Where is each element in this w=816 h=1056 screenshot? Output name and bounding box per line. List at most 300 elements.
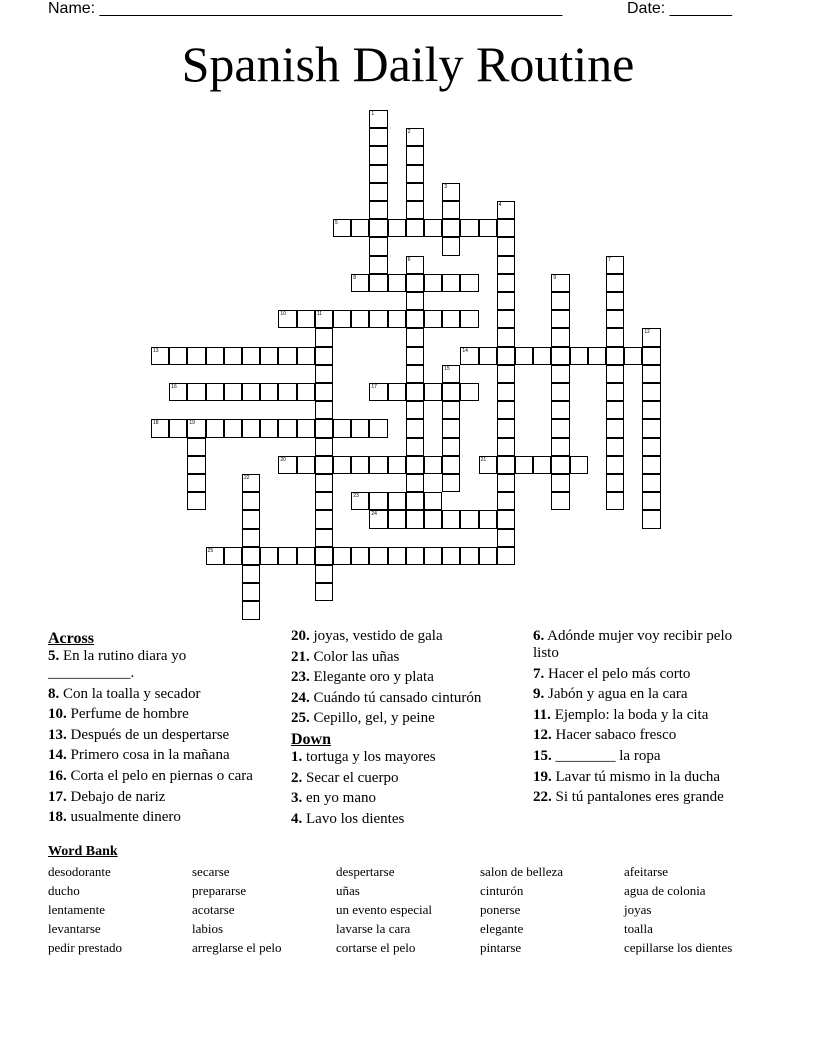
- clue-item: [533, 628, 748, 662]
- grid-cell[interactable]: [406, 292, 424, 310]
- grid-cell[interactable]: [642, 438, 660, 456]
- grid-cell[interactable]: [642, 328, 660, 346]
- grid-cell[interactable]: [406, 547, 424, 565]
- grid-cell[interactable]: [406, 201, 424, 219]
- grid-cell[interactable]: [497, 347, 515, 365]
- down-clue-list: [291, 749, 516, 828]
- clue-number-label: 6.: [533, 628, 545, 644]
- word-bank-item: arreglarse el pelo: [192, 940, 282, 955]
- grid-cell[interactable]: [406, 438, 424, 456]
- grid-cell[interactable]: [187, 492, 205, 510]
- grid-cell[interactable]: [406, 365, 424, 383]
- grid-cell[interactable]: [424, 219, 442, 237]
- clue-text: Ejemplo: la boda y la cita: [550, 706, 709, 723]
- grid-cell[interactable]: [606, 328, 624, 346]
- grid-cell[interactable]: [242, 510, 260, 528]
- grid-cell[interactable]: [278, 383, 296, 401]
- clue-number-label: 1.: [291, 748, 303, 765]
- grid-cell[interactable]: [442, 237, 460, 255]
- clue-item: [291, 790, 516, 807]
- grid-cell[interactable]: [551, 474, 569, 492]
- grid-cell[interactable]: [388, 383, 406, 401]
- grid-cell[interactable]: [551, 365, 569, 383]
- grid-cell[interactable]: [242, 419, 260, 437]
- grid-cell[interactable]: [606, 383, 624, 401]
- grid-cell[interactable]: [642, 383, 660, 401]
- grid-cell[interactable]: [351, 492, 369, 510]
- grid-cell[interactable]: [351, 419, 369, 437]
- clue-item: [48, 686, 273, 703]
- word-bank-item: un evento especial: [336, 902, 433, 917]
- grid-cell[interactable]: [369, 110, 387, 128]
- clue-number: 3: [444, 183, 447, 190]
- grid-cell[interactable]: [442, 274, 460, 292]
- grid-cell[interactable]: [333, 547, 351, 565]
- grid-cell[interactable]: [388, 219, 406, 237]
- clue-item: [533, 727, 748, 744]
- grid-cell[interactable]: [442, 310, 460, 328]
- grid-cell[interactable]: [642, 347, 660, 365]
- grid-cell[interactable]: [333, 310, 351, 328]
- grid-cell[interactable]: [497, 529, 515, 547]
- grid-cell[interactable]: [551, 292, 569, 310]
- grid-cell[interactable]: [479, 219, 497, 237]
- grid-cell[interactable]: [315, 383, 333, 401]
- grid-cell[interactable]: [224, 547, 242, 565]
- grid-cell[interactable]: [460, 219, 478, 237]
- grid-cell[interactable]: [424, 274, 442, 292]
- grid-cell[interactable]: [497, 201, 515, 219]
- grid-cell[interactable]: [606, 365, 624, 383]
- grid-cell[interactable]: [278, 419, 296, 437]
- grid-cell[interactable]: [351, 456, 369, 474]
- grid-cell[interactable]: [242, 383, 260, 401]
- clue-text: Debajo de nariz: [66, 788, 166, 805]
- clue-number: 10: [280, 311, 286, 318]
- grid-cell[interactable]: [642, 401, 660, 419]
- grid-cell[interactable]: [551, 328, 569, 346]
- clue-text: Color las uñas: [309, 648, 400, 665]
- grid-cell[interactable]: [442, 456, 460, 474]
- grid-cell[interactable]: [369, 492, 387, 510]
- clue-text: En la rutino diara yo ___________.: [48, 648, 187, 681]
- grid-cell[interactable]: [333, 419, 351, 437]
- grid-cell[interactable]: [406, 165, 424, 183]
- name-field[interactable]: Name: ____________________________________________________: [48, 0, 563, 17]
- grid-cell[interactable]: [369, 510, 387, 528]
- word-bank-item: elegante: [480, 921, 524, 936]
- word-bank-item: cinturón: [480, 883, 524, 898]
- grid-cell[interactable]: [442, 201, 460, 219]
- grid-cell[interactable]: [151, 347, 169, 365]
- grid-cell[interactable]: [169, 347, 187, 365]
- grid-cell[interactable]: [497, 438, 515, 456]
- grid-cell[interactable]: [442, 419, 460, 437]
- word-bank-item: ducho: [48, 883, 80, 898]
- grid-cell[interactable]: [406, 510, 424, 528]
- grid-cell[interactable]: [442, 547, 460, 565]
- grid-cell[interactable]: [242, 492, 260, 510]
- grid-cell[interactable]: [606, 310, 624, 328]
- grid-cell[interactable]: [297, 456, 315, 474]
- grid-cell[interactable]: [406, 347, 424, 365]
- date-field[interactable]: Date: _______: [627, 0, 732, 17]
- grid-cell[interactable]: [315, 401, 333, 419]
- grid-cell[interactable]: [497, 474, 515, 492]
- grid-cell[interactable]: [497, 365, 515, 383]
- grid-cell[interactable]: [497, 256, 515, 274]
- grid-cell[interactable]: [606, 474, 624, 492]
- grid-cell[interactable]: [606, 256, 624, 274]
- grid-cell[interactable]: [424, 383, 442, 401]
- grid-cell[interactable]: [515, 456, 533, 474]
- clue-number-label: 23.: [291, 669, 310, 686]
- grid-cell[interactable]: [424, 492, 442, 510]
- clue-number-label: 20.: [291, 628, 310, 644]
- grid-cell[interactable]: [406, 310, 424, 328]
- grid-cell[interactable]: [315, 438, 333, 456]
- grid-cell[interactable]: [424, 510, 442, 528]
- grid-cell[interactable]: [606, 347, 624, 365]
- grid-cell[interactable]: [369, 383, 387, 401]
- grid-cell[interactable]: [187, 474, 205, 492]
- grid-cell[interactable]: [551, 401, 569, 419]
- grid-cell[interactable]: [297, 547, 315, 565]
- clue-number-label: 10.: [48, 706, 67, 723]
- clue-number-label: 14.: [48, 747, 67, 764]
- clue-number: 22: [244, 475, 250, 481]
- clue-text: Si tú pantalones eres grande: [551, 789, 724, 806]
- grid-cell[interactable]: [224, 419, 242, 437]
- grid-cell[interactable]: [369, 201, 387, 219]
- grid-cell[interactable]: [497, 237, 515, 255]
- clue-number: 24: [371, 511, 377, 518]
- grid-cell[interactable]: [242, 547, 260, 565]
- grid-cell[interactable]: [442, 365, 460, 383]
- clue-item: [291, 690, 516, 707]
- clue-number: 9: [553, 274, 557, 281]
- grid-cell[interactable]: [479, 510, 497, 528]
- grid-cell[interactable]: [151, 419, 169, 437]
- grid-cell[interactable]: [406, 146, 424, 164]
- grid-cell[interactable]: [315, 365, 333, 383]
- grid-cell[interactable]: [424, 547, 442, 565]
- clue-number: 23: [353, 493, 359, 500]
- word-bank-item: lavarse la cara: [336, 921, 411, 936]
- grid-cell[interactable]: [606, 292, 624, 310]
- clue-number: 5: [335, 220, 338, 227]
- grid-cell[interactable]: [497, 292, 515, 310]
- clue-number-label: 7.: [533, 665, 545, 682]
- grid-cell[interactable]: [297, 310, 315, 328]
- grid-cell[interactable]: [406, 183, 424, 201]
- grid-cell[interactable]: [424, 310, 442, 328]
- clue-text: Elegante oro y plata: [309, 669, 434, 686]
- down-clue-list-continued: [533, 628, 748, 806]
- grid-cell[interactable]: [570, 347, 588, 365]
- grid-cell[interactable]: [388, 456, 406, 474]
- grid-cell[interactable]: [369, 146, 387, 164]
- grid-cell[interactable]: [351, 547, 369, 565]
- grid-cell[interactable]: [515, 347, 533, 365]
- grid-cell[interactable]: [406, 419, 424, 437]
- clue-number-label: 18.: [48, 809, 67, 826]
- grid-cell[interactable]: [442, 183, 460, 201]
- grid-cell[interactable]: [278, 347, 296, 365]
- grid-cell[interactable]: [551, 347, 569, 365]
- clue-text: Secar el cuerpo: [302, 769, 399, 786]
- clue-text: en yo mano: [302, 790, 376, 807]
- grid-cell[interactable]: [442, 219, 460, 237]
- word-bank-item: secarse: [192, 864, 230, 879]
- clue-text: Adónde mujer voy recibir pelo listo: [533, 628, 733, 661]
- grid-cell[interactable]: [497, 310, 515, 328]
- grid-cell[interactable]: [278, 547, 296, 565]
- grid-cell[interactable]: [369, 219, 387, 237]
- grid-cell[interactable]: [606, 401, 624, 419]
- grid-cell[interactable]: [369, 165, 387, 183]
- grid-cell[interactable]: [315, 347, 333, 365]
- grid-cell[interactable]: [497, 219, 515, 237]
- grid-cell[interactable]: [242, 529, 260, 547]
- clue-number: 7: [608, 256, 611, 263]
- grid-cell[interactable]: [369, 274, 387, 292]
- grid-cell[interactable]: [406, 492, 424, 510]
- grid-cell[interactable]: [442, 474, 460, 492]
- word-bank-item: joyas: [624, 902, 652, 917]
- grid-cell[interactable]: [406, 256, 424, 274]
- grid-cell[interactable]: [642, 365, 660, 383]
- word-bank-item: desodorante: [48, 864, 111, 879]
- clue-number-label: 22.: [533, 789, 552, 806]
- word-bank-item: prepararse: [192, 883, 247, 898]
- grid-cell[interactable]: [388, 274, 406, 292]
- grid-cell[interactable]: [315, 492, 333, 510]
- grid-cell[interactable]: [479, 347, 497, 365]
- word-bank-item: labios: [192, 921, 224, 936]
- grid-cell[interactable]: [406, 401, 424, 419]
- grid-cell[interactable]: [315, 565, 333, 583]
- grid-cell[interactable]: [206, 347, 224, 365]
- grid-cell[interactable]: [533, 347, 551, 365]
- grid-cell[interactable]: [260, 347, 278, 365]
- grid-cell[interactable]: [187, 456, 205, 474]
- grid-cell[interactable]: [406, 383, 424, 401]
- clue-text: Jabón y agua en la cara: [544, 686, 688, 703]
- clue-text: joyas, vestido de gala: [309, 628, 443, 644]
- grid-cell[interactable]: [642, 474, 660, 492]
- grid-cell[interactable]: [242, 583, 260, 601]
- grid-cell[interactable]: [497, 328, 515, 346]
- grid-cell[interactable]: [624, 347, 642, 365]
- grid-cell[interactable]: [406, 128, 424, 146]
- clue-item: [291, 811, 516, 828]
- grid-cell[interactable]: [606, 419, 624, 437]
- grid-cell[interactable]: [315, 510, 333, 528]
- clues-column-3: [533, 628, 748, 810]
- grid-cell[interactable]: [224, 383, 242, 401]
- grid-cell[interactable]: [297, 383, 315, 401]
- grid-cell[interactable]: [406, 474, 424, 492]
- grid-cell[interactable]: [424, 456, 442, 474]
- grid-cell[interactable]: [497, 456, 515, 474]
- grid-cell[interactable]: [442, 383, 460, 401]
- clue-item: [48, 706, 273, 723]
- grid-cell[interactable]: [315, 474, 333, 492]
- grid-cell[interactable]: [297, 347, 315, 365]
- grid-cell[interactable]: [606, 492, 624, 510]
- grid-cell[interactable]: [497, 383, 515, 401]
- clue-number-label: 24.: [291, 689, 310, 706]
- grid-cell[interactable]: [351, 310, 369, 328]
- grid-cell[interactable]: [642, 492, 660, 510]
- grid-cell[interactable]: [369, 183, 387, 201]
- word-bank-item: cortarse el pelo: [336, 940, 416, 955]
- grid-cell[interactable]: [497, 547, 515, 565]
- grid-cell[interactable]: [460, 310, 478, 328]
- grid-cell[interactable]: [369, 419, 387, 437]
- clue-number: 13: [153, 347, 159, 354]
- grid-cell[interactable]: [315, 583, 333, 601]
- grid-cell[interactable]: [369, 237, 387, 255]
- clue-text: Lavar tú mismo in la ducha: [551, 768, 721, 785]
- grid-cell[interactable]: [206, 419, 224, 437]
- clue-item: [533, 686, 748, 703]
- grid-cell[interactable]: [369, 256, 387, 274]
- grid-cell[interactable]: [606, 456, 624, 474]
- grid-cell[interactable]: [588, 347, 606, 365]
- grid-cell[interactable]: [242, 347, 260, 365]
- grid-cell[interactable]: [642, 510, 660, 528]
- clue-number: 4: [498, 202, 502, 208]
- grid-cell[interactable]: [369, 128, 387, 146]
- clue-number: 17: [371, 384, 377, 390]
- grid-cell[interactable]: [551, 310, 569, 328]
- grid-cell[interactable]: [406, 274, 424, 292]
- grid-cell[interactable]: [260, 383, 278, 401]
- grid-cell[interactable]: [388, 492, 406, 510]
- grid-cell[interactable]: [351, 219, 369, 237]
- clue-item: [48, 648, 273, 682]
- grid-cell[interactable]: [315, 547, 333, 565]
- grid-cell[interactable]: [369, 310, 387, 328]
- down-heading: Down: [291, 730, 332, 748]
- grid-cell[interactable]: [606, 274, 624, 292]
- clue-number-label: 21.: [291, 648, 310, 665]
- clue-number: 16: [171, 384, 177, 390]
- grid-cell[interactable]: [333, 456, 351, 474]
- grid-cell[interactable]: [533, 456, 551, 474]
- grid-cell[interactable]: [551, 274, 569, 292]
- grid-cell[interactable]: [333, 219, 351, 237]
- clue-number-label: 13.: [48, 726, 67, 743]
- word-bank-item: despertarse: [336, 864, 395, 879]
- grid-cell[interactable]: [260, 547, 278, 565]
- grid-cell[interactable]: [460, 347, 478, 365]
- grid-cell[interactable]: [206, 383, 224, 401]
- grid-cell[interactable]: [460, 510, 478, 528]
- grid-cell[interactable]: [497, 401, 515, 419]
- grid-cell[interactable]: [406, 219, 424, 237]
- grid-cell[interactable]: [187, 438, 205, 456]
- clue-number-label: 8.: [48, 685, 60, 702]
- grid-cell[interactable]: [642, 419, 660, 437]
- grid-cell[interactable]: [497, 274, 515, 292]
- grid-cell[interactable]: [497, 510, 515, 528]
- clue-item: [291, 649, 516, 666]
- clue-item: [291, 669, 516, 686]
- grid-cell[interactable]: [570, 456, 588, 474]
- grid-cell[interactable]: [242, 474, 260, 492]
- grid-cell[interactable]: [551, 438, 569, 456]
- grid-cell[interactable]: [497, 492, 515, 510]
- grid-cell[interactable]: [187, 347, 205, 365]
- grid-cell[interactable]: [224, 347, 242, 365]
- grid-cell[interactable]: [442, 438, 460, 456]
- grid-cell[interactable]: [388, 310, 406, 328]
- grid-cell[interactable]: [406, 456, 424, 474]
- grid-cell[interactable]: [442, 510, 460, 528]
- grid-cell[interactable]: [388, 547, 406, 565]
- grid-cell[interactable]: [442, 401, 460, 419]
- word-bank-item: cepillarse los dientes: [624, 940, 733, 955]
- word-bank-item: pedir prestado: [48, 940, 123, 955]
- grid-cell[interactable]: [551, 456, 569, 474]
- word-bank-item: afeitarse: [624, 864, 669, 879]
- grid-cell[interactable]: [406, 328, 424, 346]
- grid-cell[interactable]: [551, 383, 569, 401]
- grid-cell[interactable]: [187, 419, 205, 437]
- grid-cell[interactable]: [497, 419, 515, 437]
- clue-item: [291, 710, 516, 727]
- grid-cell[interactable]: [369, 547, 387, 565]
- clue-item: [291, 749, 516, 766]
- grid-cell[interactable]: [642, 456, 660, 474]
- grid-cell[interactable]: [460, 547, 478, 565]
- grid-cell[interactable]: [169, 383, 187, 401]
- grid-cell[interactable]: [260, 419, 278, 437]
- grid-cell[interactable]: [242, 565, 260, 583]
- grid-cell[interactable]: [551, 419, 569, 437]
- grid-cell[interactable]: [315, 310, 333, 328]
- grid-cell[interactable]: [206, 547, 224, 565]
- grid-cell[interactable]: [315, 529, 333, 547]
- grid-cell[interactable]: [315, 419, 333, 437]
- grid-cell[interactable]: [479, 547, 497, 565]
- grid-cell[interactable]: [242, 601, 260, 619]
- grid-cell[interactable]: [369, 456, 387, 474]
- grid-cell[interactable]: [460, 274, 478, 292]
- grid-cell[interactable]: [606, 438, 624, 456]
- clue-item: [533, 789, 748, 806]
- grid-cell[interactable]: [460, 383, 478, 401]
- grid-cell[interactable]: [551, 492, 569, 510]
- clue-number: 18: [153, 420, 159, 427]
- grid-cell[interactable]: [297, 419, 315, 437]
- grid-cell[interactable]: [351, 274, 369, 292]
- grid-cell[interactable]: [479, 456, 497, 474]
- grid-cell[interactable]: [388, 510, 406, 528]
- grid-cell[interactable]: [187, 383, 205, 401]
- word-bank-item: uñas: [336, 883, 360, 898]
- grid-cell[interactable]: [169, 419, 187, 437]
- clue-text: tortuga y los mayores: [302, 748, 436, 765]
- clue-item: [291, 628, 516, 645]
- grid-cell[interactable]: [278, 456, 296, 474]
- grid-cell[interactable]: [278, 310, 296, 328]
- grid-cell[interactable]: [315, 328, 333, 346]
- grid-cell[interactable]: [315, 456, 333, 474]
